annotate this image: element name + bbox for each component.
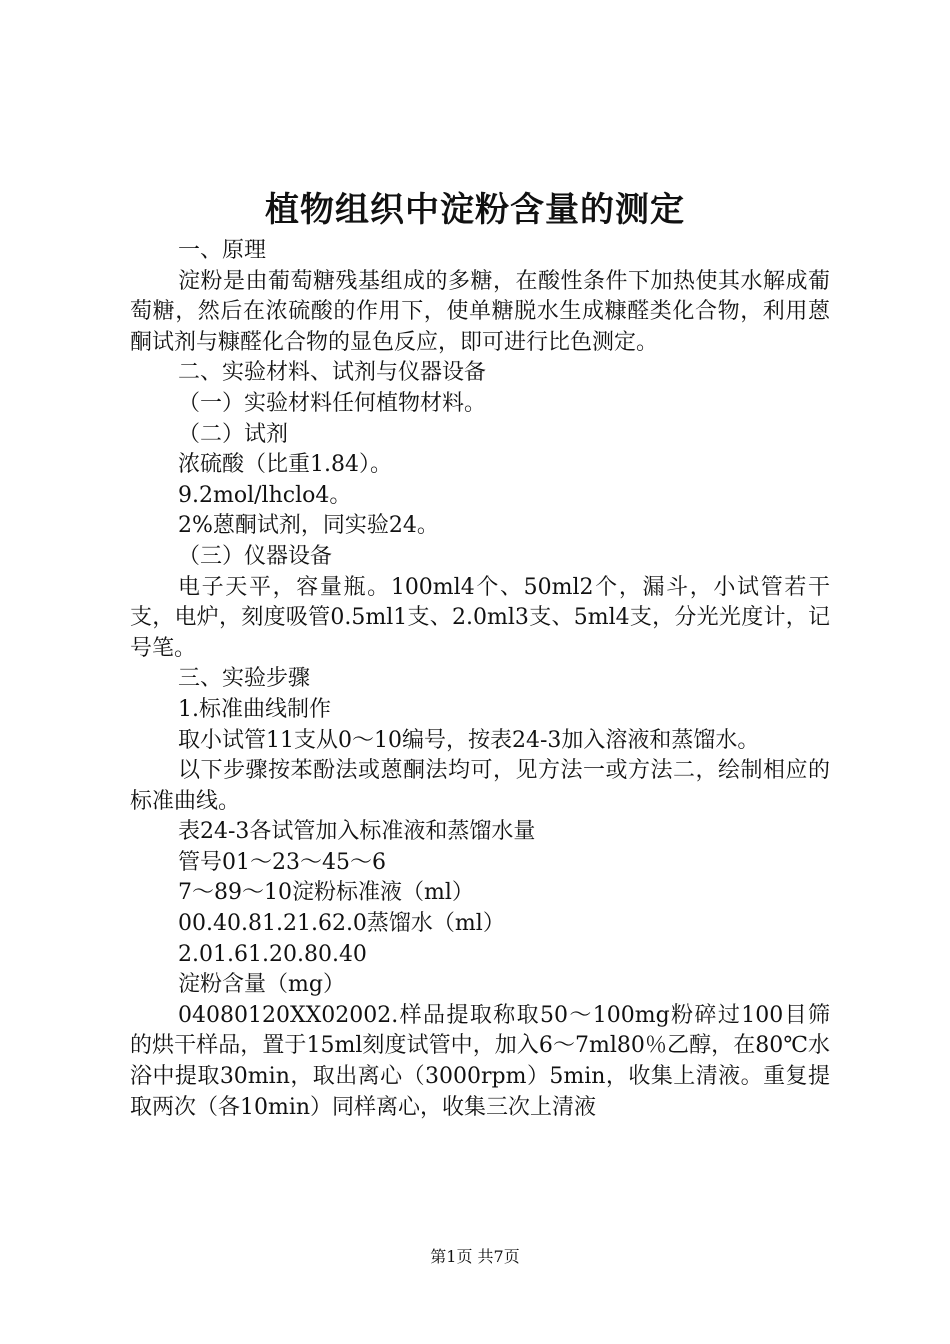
paragraph: 2%蒽酮试剂，同实验24。 bbox=[178, 513, 439, 539]
paragraph: 取小试管11支从0～10编号，按表24-3加入溶液和蒸馏水。 bbox=[178, 727, 760, 753]
paragraph: 淀粉含量（mg） bbox=[178, 972, 345, 998]
paragraph: 7～89～10淀粉标准液（ml） bbox=[178, 880, 474, 906]
paragraph: 04080120XX02002.样品提取称取50～100mg粉碎过100目筛的烘干样品，置于15ml刻度试管中，加入6～7ml80％乙醇，在80℃水浴中提取30min，取出离心（3000rpm）5min，收集上清液。重复提取两次（各10min）同样离心，收集三次上清液 bbox=[130, 1002, 830, 1120]
paragraph: （三）仪器设备 bbox=[178, 543, 333, 569]
paragraph: 2.01.61.20.80.40 bbox=[178, 941, 367, 967]
paragraph: 表24-3各试管加入标准液和蒸馏水量 bbox=[178, 819, 536, 845]
page-footer: 第1页 共7页 bbox=[430, 1247, 520, 1266]
paragraph: 三、实验步骤 bbox=[178, 666, 311, 692]
paragraph: 管号01～23～45～6 bbox=[178, 849, 386, 875]
paragraph: 1.标准曲线制作 bbox=[178, 696, 331, 722]
paragraph: 淀粉是由葡萄糖残基组成的多糖，在酸性条件下加热使其水解成葡萄糖，然后在浓硫酸的作用下，使单糖脱水生成糠醛类化合物，利用蒽酮试剂与糠醛化合物的显色反应，即可进行比色测定。 bbox=[130, 268, 830, 355]
document-body bbox=[130, 236, 830, 1123]
paragraph: 二、实验材料、试剂与仪器设备 bbox=[178, 360, 487, 386]
paragraph: 电子天平，容量瓶。100ml4个、50ml2个，漏斗，小试管若干支，电炉，刻度吸管0.5ml1支、2.0ml3支、5ml4支，分光光度计，记号笔。 bbox=[130, 574, 830, 661]
paragraph: 浓硫酸（比重1.84）。 bbox=[178, 452, 392, 478]
paragraph: 以下步骤按苯酚法或蒽酮法均可，见方法一或方法二，绘制相应的标准曲线。 bbox=[130, 758, 830, 814]
paragraph: （一）实验材料任何植物材料。 bbox=[178, 390, 487, 416]
paragraph: 一、原理 bbox=[178, 238, 267, 263]
paragraph: 9.2mol/lhclo4。 bbox=[178, 482, 352, 508]
page-title: 植物组织中淀粉含量的测定 bbox=[265, 190, 685, 230]
paragraph: 00.40.81.21.62.0蒸馏水（ml） bbox=[178, 911, 505, 937]
paragraph: （二）试剂 bbox=[178, 421, 289, 447]
